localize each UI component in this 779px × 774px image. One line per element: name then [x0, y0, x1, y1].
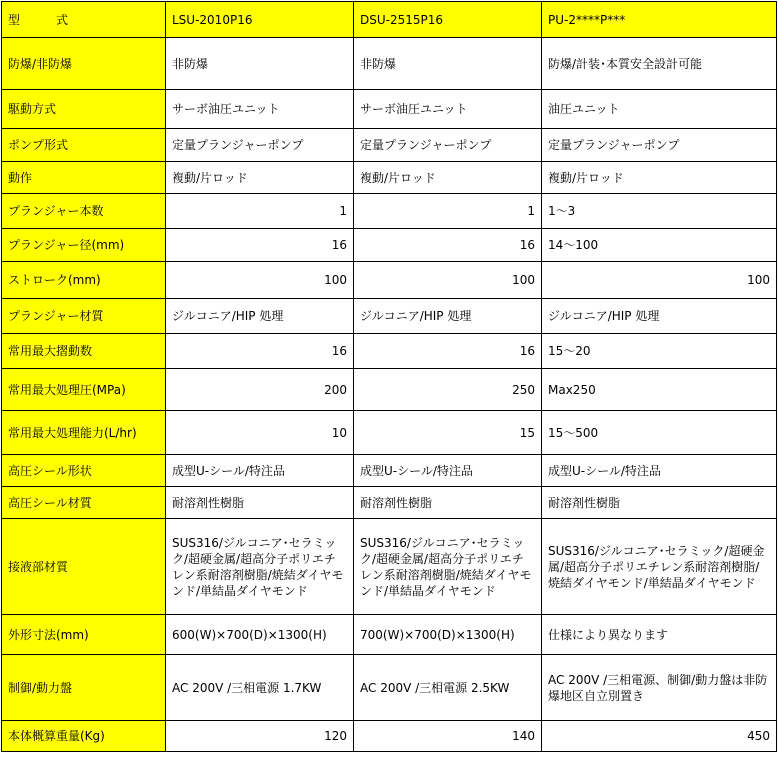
- cell-value: 定量プランジャーポンプ: [542, 129, 777, 162]
- cell-value: 複動/片ロッド: [542, 162, 777, 194]
- cell-value: SUS316/ジルコニア･セラミック/超硬金属/超高分子ポリエチレン系耐溶剤樹脂/焼結ダイヤモンド/単結晶ダイヤモンド: [354, 519, 542, 615]
- cell-value: 100: [354, 262, 542, 299]
- cell-value: 16: [354, 334, 542, 369]
- row-label: 動作: [2, 162, 166, 194]
- cell-value: 油圧ユニット: [542, 90, 777, 129]
- cell-value: 成型U-シール/特注品: [354, 455, 542, 487]
- cell-value: 耐溶剤性樹脂: [354, 487, 542, 519]
- row-label: 常用最大処理能力(L/hr): [2, 411, 166, 455]
- model-header-label: 型 式: [2, 2, 166, 38]
- row-label: 駆動方式: [2, 90, 166, 129]
- row-label: 本体概算重量(Kg): [2, 721, 166, 752]
- cell-value: 非防爆: [166, 38, 354, 90]
- cell-value: 15: [354, 411, 542, 455]
- cell-value: ジルコニア/HIP 処理: [166, 299, 354, 334]
- row-label: 接液部材質: [2, 519, 166, 615]
- cell-value: 100: [542, 262, 777, 299]
- cell-value: 15～20: [542, 334, 777, 369]
- table-row: [2, 38, 777, 90]
- cell-value: 成型U-シール/特注品: [542, 455, 777, 487]
- row-label: プランジャー径(mm): [2, 229, 166, 262]
- cell-value: 200: [166, 369, 354, 411]
- cell-value: 耐溶剤性樹脂: [542, 487, 777, 519]
- cell-value: 16: [166, 334, 354, 369]
- table-row: [2, 229, 777, 262]
- cell-value: 120: [166, 721, 354, 752]
- cell-value: 450: [542, 721, 777, 752]
- table-row: [2, 721, 777, 752]
- table-row: [2, 299, 777, 334]
- cell-value: 100: [166, 262, 354, 299]
- spec-table: [1, 1, 777, 752]
- cell-value: 定量プランジャーポンプ: [166, 129, 354, 162]
- cell-value: 10: [166, 411, 354, 455]
- cell-value: 1: [354, 194, 542, 229]
- cell-value: AC 200V /三相電源、制御/動力盤は非防爆地区自立別置き: [542, 655, 777, 721]
- row-label: ストローク(mm): [2, 262, 166, 299]
- cell-value: 非防爆: [354, 38, 542, 90]
- cell-value: 防爆/計装･本質安全設計可能: [542, 38, 777, 90]
- header-row: [2, 2, 777, 38]
- cell-value: Max250: [542, 369, 777, 411]
- cell-value: 16: [354, 229, 542, 262]
- row-label: プランジャー材質: [2, 299, 166, 334]
- row-label: 制御/動力盤: [2, 655, 166, 721]
- table-row: [2, 194, 777, 229]
- table-row: [2, 615, 777, 655]
- cell-value: 700(W)×700(D)×1300(H): [354, 615, 542, 655]
- table-row: [2, 129, 777, 162]
- row-label: 高圧シール形状: [2, 455, 166, 487]
- table-row: [2, 411, 777, 455]
- cell-value: 成型U-シール/特注品: [166, 455, 354, 487]
- cell-value: 14～100: [542, 229, 777, 262]
- cell-value: 16: [166, 229, 354, 262]
- cell-value: 仕様により異なります: [542, 615, 777, 655]
- table-row: [2, 90, 777, 129]
- model-pu-2-series: PU-2****P***: [542, 2, 777, 38]
- table-row: [2, 519, 777, 615]
- cell-value: 250: [354, 369, 542, 411]
- row-label: 防爆/非防爆: [2, 38, 166, 90]
- table-row: [2, 262, 777, 299]
- cell-value: AC 200V /三相電源 1.7KW: [166, 655, 354, 721]
- model-dsu-2515p16: DSU-2515P16: [354, 2, 542, 38]
- table-row: [2, 162, 777, 194]
- cell-value: 140: [354, 721, 542, 752]
- cell-value: 600(W)×700(D)×1300(H): [166, 615, 354, 655]
- cell-value: サーボ油圧ユニット: [166, 90, 354, 129]
- row-label: 外形寸法(mm): [2, 615, 166, 655]
- cell-value: 複動/片ロッド: [354, 162, 542, 194]
- cell-value: ジルコニア/HIP 処理: [354, 299, 542, 334]
- cell-value: SUS316/ジルコニア･セラミック/超硬金属/超高分子ポリエチレン系耐溶剤樹脂/焼結ダイヤモンド/単結晶ダイヤモンド: [542, 519, 777, 615]
- cell-value: SUS316/ジルコニア･セラミック/超硬金属/超高分子ポリエチレン系耐溶剤樹脂/焼結ダイヤモンド/単結晶ダイヤモンド: [166, 519, 354, 615]
- table-row: [2, 487, 777, 519]
- row-label: 高圧シール材質: [2, 487, 166, 519]
- cell-value: 耐溶剤性樹脂: [166, 487, 354, 519]
- table-row: [2, 334, 777, 369]
- table-row: [2, 369, 777, 411]
- row-label: ポンプ形式: [2, 129, 166, 162]
- cell-value: 1～3: [542, 194, 777, 229]
- model-lsu-2010p16: LSU-2010P16: [166, 2, 354, 38]
- cell-value: 15～500: [542, 411, 777, 455]
- row-label: 常用最大摺動数: [2, 334, 166, 369]
- cell-value: 複動/片ロッド: [166, 162, 354, 194]
- cell-value: AC 200V /三相電源 2.5KW: [354, 655, 542, 721]
- cell-value: サーボ油圧ユニット: [354, 90, 542, 129]
- row-label: 常用最大処理圧(MPa): [2, 369, 166, 411]
- table-row: [2, 655, 777, 721]
- row-label: プランジャー本数: [2, 194, 166, 229]
- cell-value: 1: [166, 194, 354, 229]
- cell-value: ジルコニア/HIP 処理: [542, 299, 777, 334]
- table-row: [2, 455, 777, 487]
- cell-value: 定量プランジャーポンプ: [354, 129, 542, 162]
